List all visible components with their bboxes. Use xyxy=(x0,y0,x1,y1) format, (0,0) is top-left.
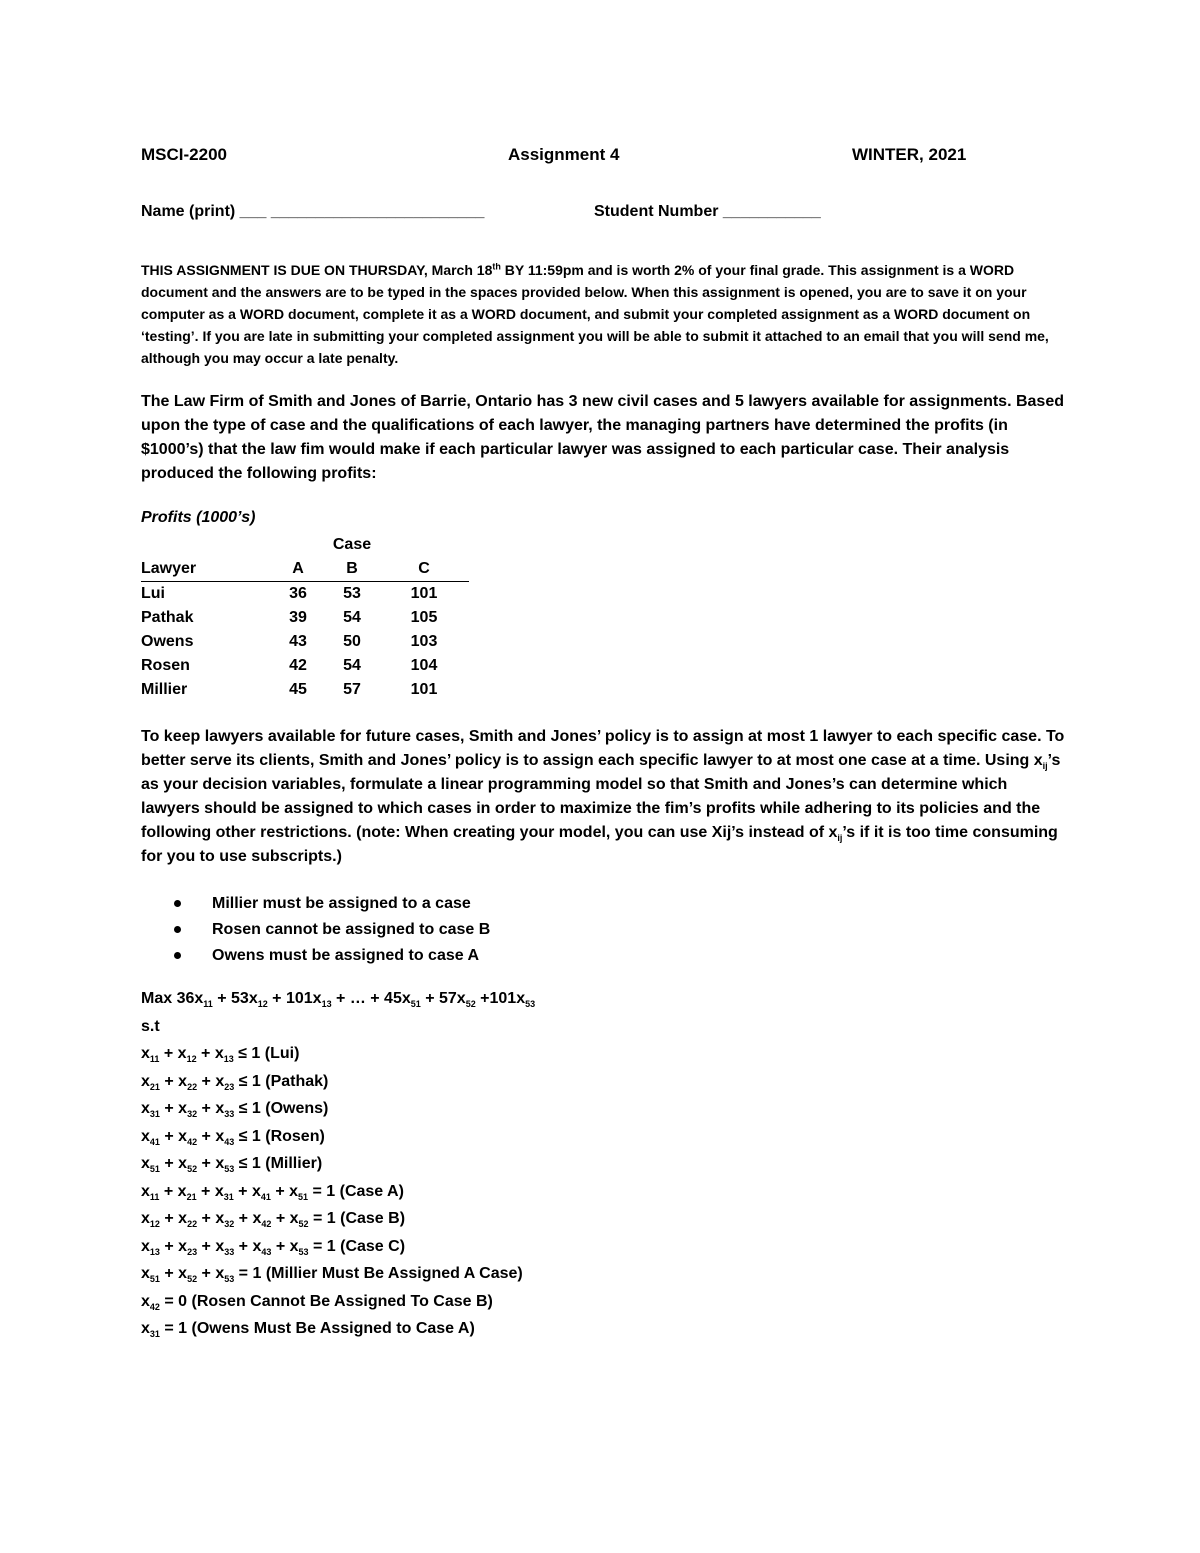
col-lawyer: Lawyer xyxy=(141,557,271,582)
table-row: Lui 36 53 101 xyxy=(141,585,438,602)
col-c: C xyxy=(379,557,469,582)
col-a: A xyxy=(271,557,325,582)
name-field[interactable]: Name (print) ___ ________________________ xyxy=(141,203,485,220)
case-header: Case xyxy=(332,536,372,553)
table-header-row xyxy=(141,557,469,582)
bullet-icon xyxy=(174,952,181,959)
constraint: $x_{11} + x_{21} + x_{31} + x_{41} + x_{51} = 1$ (Case A) xyxy=(141,1182,404,1202)
due-notice: THIS ASSIGNMENT IS DUE ON THURSDAY, March 18th BY 11:59pm and is worth 2% of your final grade. This assignment is a WORD document and the answers are to be typed in the spaces provided below. When this assignment is opened, you are to save it on your computer as a WORD document, complete it as a WORD document, and submit your completed assignment as a WORD document on ‘testing’. If you are late in submitting your completed assignment you will be able to submit it attached to an email that you will send me, although you may occur a late penalty. xyxy=(141,261,1049,366)
list-item: Millier must be assigned to a case xyxy=(171,891,490,917)
profits-table xyxy=(141,533,469,702)
bullet-icon xyxy=(174,926,181,933)
table-row: Rosen 42 54 104 xyxy=(141,657,438,674)
table-title: Profits (1000’s) xyxy=(141,509,256,526)
constraint: $x_{42} = 0$ (Rosen Cannot Be Assigned To Case B) xyxy=(141,1292,493,1312)
student-number-field[interactable]: Student Number ___________ xyxy=(594,203,821,220)
subject-to: s.t xyxy=(141,1017,160,1035)
objective-function: Max $36x_{11} + 53x_{12} + 101x_{13}$ + … + $45x_{51} + 57x_{52} +101x_{53}$ xyxy=(141,990,536,1010)
list-item: Owens must be assigned to case A xyxy=(171,943,490,969)
list-item: Rosen cannot be assigned to case B xyxy=(171,917,490,943)
restrictions-list xyxy=(171,891,490,969)
constraint: $x_{12} + x_{22} + x_{32} + x_{42} + x_{52} = 1$ (Case B) xyxy=(141,1210,406,1230)
policy-paragraph: To keep lawyers available for future cases, Smith and Jones’ policy is to assign at most 1 lawyer to each specific case. To better serve its clients, Smith and Jones’ policy is to assign each specific lawyer to at most one case at a time. Using $x_{ij}’s$ as your decision variables, formulate a linear programming model so that Smith and Jones’s can determine which lawyers should be assigned to which cases in order to maximize the fim’s profits while adhering to its policies and the following other restrictions. (note: When creating your model, you can use Xij’s instead of $x_{ij}’s$ if it is too time consuming for you to use subscripts.) xyxy=(141,728,1065,865)
lp-model xyxy=(141,985,535,1343)
course-code: MSCI-2200 xyxy=(141,145,227,164)
col-b: B xyxy=(325,557,379,582)
term: WINTER, 2021 xyxy=(852,145,967,164)
table-row: Pathak 39 54 105 xyxy=(141,609,438,626)
table-row: Millier 45 57 101 xyxy=(141,681,438,698)
bullet-icon xyxy=(174,900,181,907)
table-row: Owens 43 50 103 xyxy=(141,633,438,650)
constraint: $x_{51} + x_{52} + x_{53} = 1$ (Millier Must Be Assigned A Case) xyxy=(141,1265,523,1285)
constraint: $x_{41} + x_{42} + x_{43} \le 1$ (Rosen) xyxy=(141,1127,325,1147)
constraint: $x_{11} + x_{12} + x_{13} \le 1$ (Lui) xyxy=(141,1045,300,1065)
constraint: $x_{13} + x_{23} + x_{33} + x_{43} + x_{53} = 1$ (Case C) xyxy=(141,1237,406,1257)
problem-intro: The Law Firm of Smith and Jones of Barrie, Ontario has 3 new civil cases and 5 lawyers available for assignments. Based upon the type of case and the qualifications of each lawyer, the managing partners have determined the profits (in $1000’s) that the law fim would make if each particular lawyer was assigned to each particular case. Their analysis produced the following profits: xyxy=(141,393,1064,482)
constraint: $x_{21} + x_{22} + x_{23} \le 1$ (Pathak) xyxy=(141,1072,329,1092)
constraint: $x_{31} + x_{32} + x_{33} \le 1$ (Owens) xyxy=(141,1100,329,1120)
constraint: $x_{51} + x_{52} + x_{53} \le 1$ (Millier) xyxy=(141,1155,323,1175)
constraint: $x_{31} = 1$ (Owens Must Be Assigned to Case A) xyxy=(141,1320,475,1340)
assignment-title: Assignment 4 xyxy=(508,145,620,164)
